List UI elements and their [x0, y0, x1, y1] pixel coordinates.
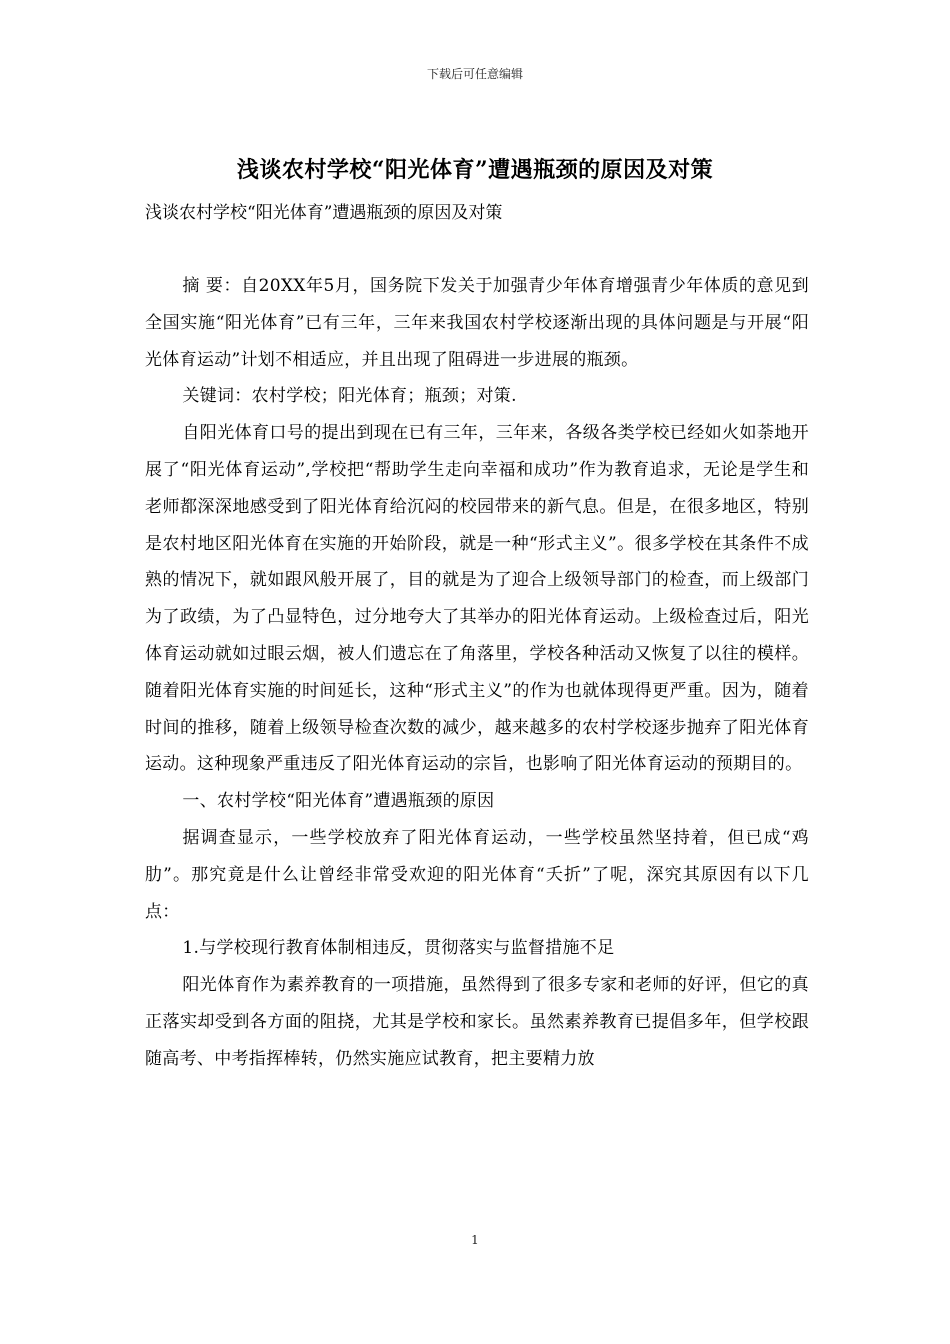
page-number: 1: [471, 1233, 479, 1247]
header-note: 下载后可任意编辑: [426, 67, 523, 81]
document-title: 浅谈农村学校“阳光体育”遭遇瓶颈的原因及对策: [236, 157, 714, 183]
keywords-paragraph: 关键词：农村学校；阳光体育；瓶颈；对策.: [182, 386, 517, 407]
document-body: [145, 268, 809, 1078]
intro-paragraph: 自阳光体育口号的提出到现在已有三年，三年来，各级各类学校已经如火如荼地开展了“阳光体育运动”,学校把“帮助学生走向幸福和成功”作为教育追求，无论是学生和老师都深深地感受到了阳光体育给沉闷的校园带来的新气息。但是，在很多地区，特别是农村地区阳光体育在实施的开始阶段，就是一种“形式主义”。很多学校在其条件不成熟的情况下，就如跟风般开展了，目的就是为了迎合上级领导部门的检查，而上级部门为了政绩，为了凸显特色，过分地夸大了其举办的阳光体育运动。上级检查过后，阳光体育运动就如过眼云烟，被人们遗忘在了角落里，学校各种活动又恢复了以往的模样。随着阳光体育实施的时间延长，这种“形式主义”的作为也就体现得更严重。因为，随着时间的推移，随着上级领导检查次数的减少，越来越多的农村学校逐步抛弃了阳光体育运动。这种现象严重违反了阳光体育运动的宗旨，也影响了阳光体育运动的预期目的。: [145, 423, 809, 775]
survey-paragraph: 据调查显示，一些学校放弃了阳光体育运动，一些学校虽然坚持着，但已成“鸡肋”。那究竟是什么让曾经非常受欢迎的阳光体育“夭折”了呢，深究其原因有以下几点：: [145, 827, 809, 922]
subsection-heading: 1.与学校现行教育体制相违反，贯彻落实与监督措施不足: [182, 938, 615, 959]
body-paragraph: 阳光体育作为素养教育的一项措施，虽然得到了很多专家和老师的好评，但它的真正落实却受到各方面的阻挠，尤其是学校和家长。虽然素养教育已提倡多年，但学校跟随高考、中考指挥棒转，仍然实施应试教育，把主要精力放: [145, 975, 809, 1069]
document-subtitle: 浅谈农村学校“阳光体育”遭遇瓶颈的原因及对策: [145, 203, 503, 223]
section-heading: 一、农村学校“阳光体育”遭遇瓶颈的原因: [182, 791, 495, 812]
abstract-paragraph: 摘 要：自20XX年5月，国务院下发关于加强青少年体育增强青少年体质的意见到全国实施“阳光体育”已有三年，三年来我国农村学校逐渐出现的具体问题是与开展“阳光体育运动”计划不相适应，并且出现了阻碍进一步进展的瓶颈。: [145, 276, 809, 370]
